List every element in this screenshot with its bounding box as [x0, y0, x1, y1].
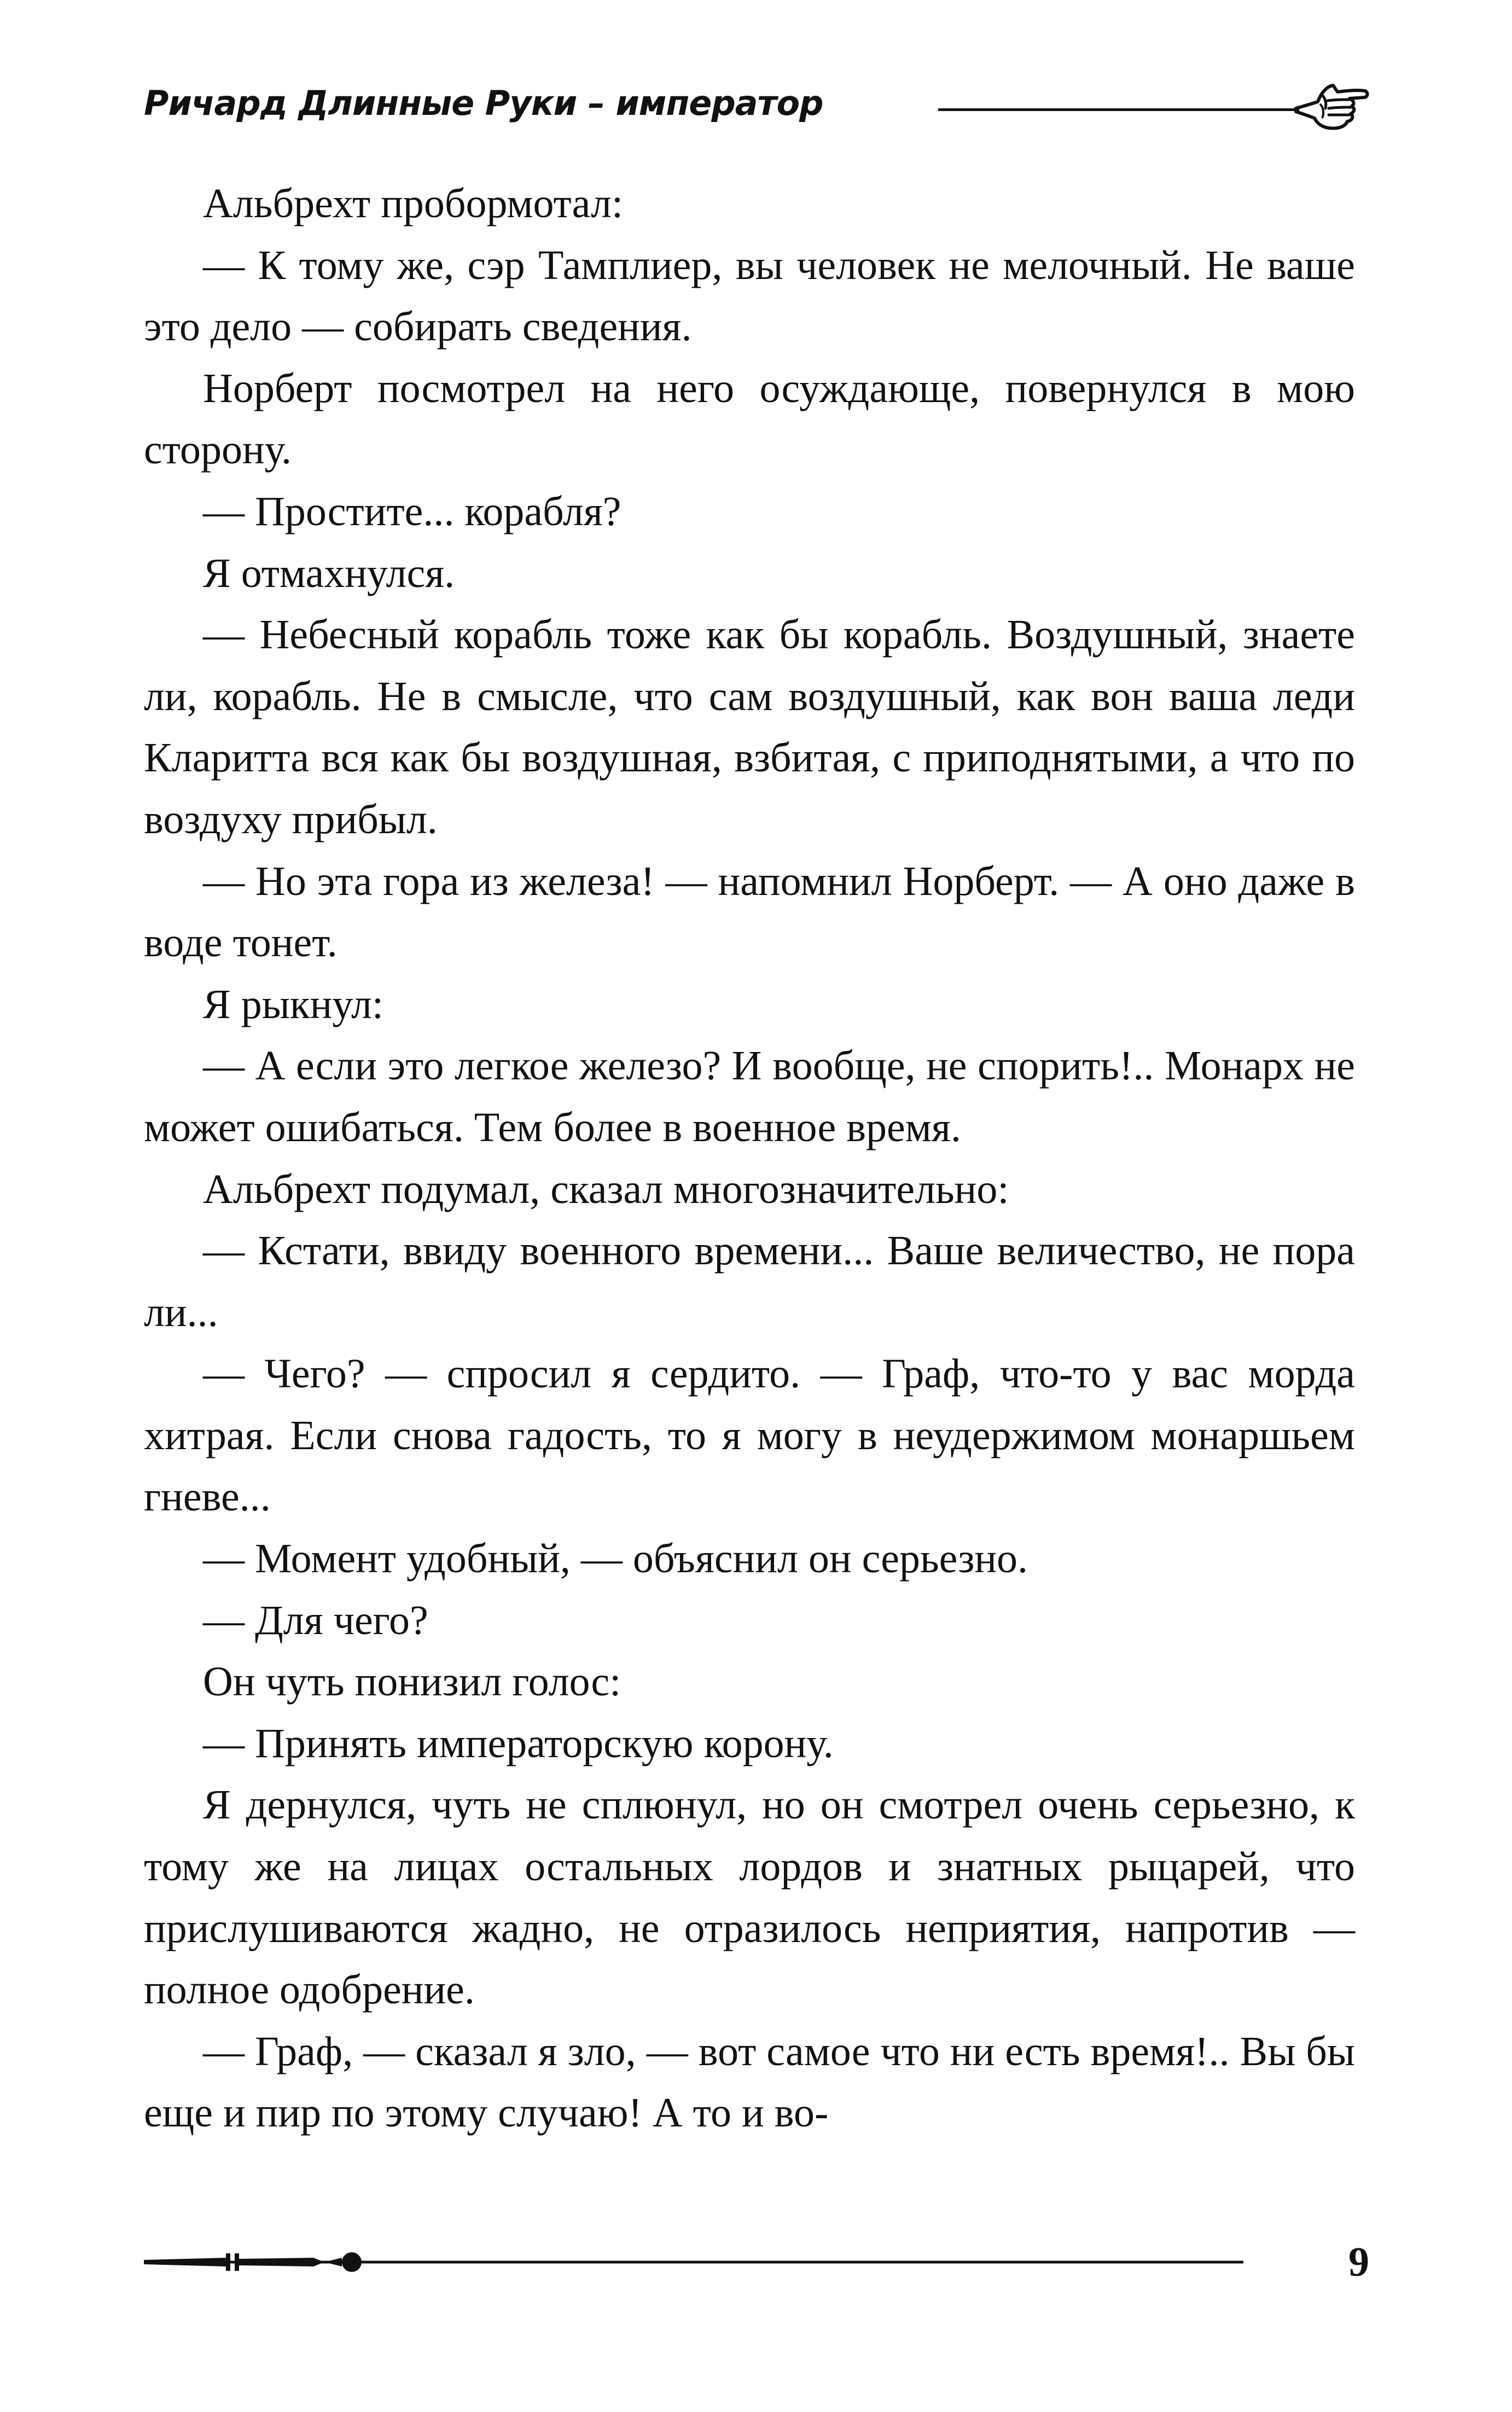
page-number: 9	[1348, 2239, 1369, 2285]
running-title: Ричард Длинные Руки – император	[144, 83, 823, 123]
page-header	[144, 77, 1369, 137]
page-footer	[144, 2240, 1369, 2295]
paragraph: — Но эта гора из железа! — напомнил Норберт. — А оно даже в воде тонет.	[144, 858, 1355, 966]
paragraph: Альбрехт пробормотал:	[203, 181, 624, 226]
paragraph: — А если это легкое железо? И вообще, не спорить!.. Монарх не может ошибаться. Тем более в военное время.	[144, 1043, 1355, 1150]
page-text	[144, 173, 1355, 2144]
paragraph: Он чуть понизил голос:	[203, 1659, 621, 1705]
paragraph: Норберт посмотрел на него осуждающе, повернулся в мою сторону.	[144, 365, 1355, 473]
pointing-hand-icon	[1293, 77, 1369, 137]
paragraph: Я рыкнул:	[203, 981, 384, 1027]
paragraph: Я отмахнулся.	[203, 550, 455, 596]
paragraph: — К тому же, сэр Тамплиер, вы человек не мелочный. Не ваше это дело — собирать сведения.	[144, 242, 1355, 350]
paragraph: — Принять императорскую корону.	[203, 1720, 834, 1766]
paragraph: Я дернулся, чуть не сплюнул, но он смотрел очень серьезно, к тому же на лицах остальных лордов и знатных рыцарей, что прислушиваются жадно, не отразилось неприятия, напротив — полное одобрение.	[144, 1782, 1355, 2013]
paragraph: — Небесный корабль тоже как бы корабль. Воздушный, знаете ли, корабль. Не в смысле, что сам воздушный, как вон ваша леди Кларитта вся как бы воздушная, взбитая, с приподнятыми, а что по воздуху прибыл.	[144, 612, 1355, 842]
paragraph: — Граф, — сказал я зло, — вот самое что ни есть время!.. Вы бы еще и пир по этому случаю! А то и во-	[144, 2028, 1355, 2136]
paragraph: — Простите... корабля?	[203, 488, 621, 534]
paragraph: — Момент удобный, — объяснил он серьезно.	[203, 1536, 1028, 1582]
ornamental-rule-icon	[144, 2246, 1243, 2279]
paragraph: — Чего? — спросил я сердито. — Граф, что-то у вас морда хитрая. Если снова гадость, то я могу в неудержимом монаршьем гневе...	[144, 1351, 1355, 1520]
paragraph: — Кстати, ввиду военного времени... Ваше величество, не пора ли...	[144, 1228, 1355, 1335]
paragraph: — Для чего?	[203, 1597, 428, 1643]
paragraph: Альбрехт подумал, сказал многозначительно:	[203, 1166, 1009, 1212]
header-rule	[938, 108, 1299, 111]
